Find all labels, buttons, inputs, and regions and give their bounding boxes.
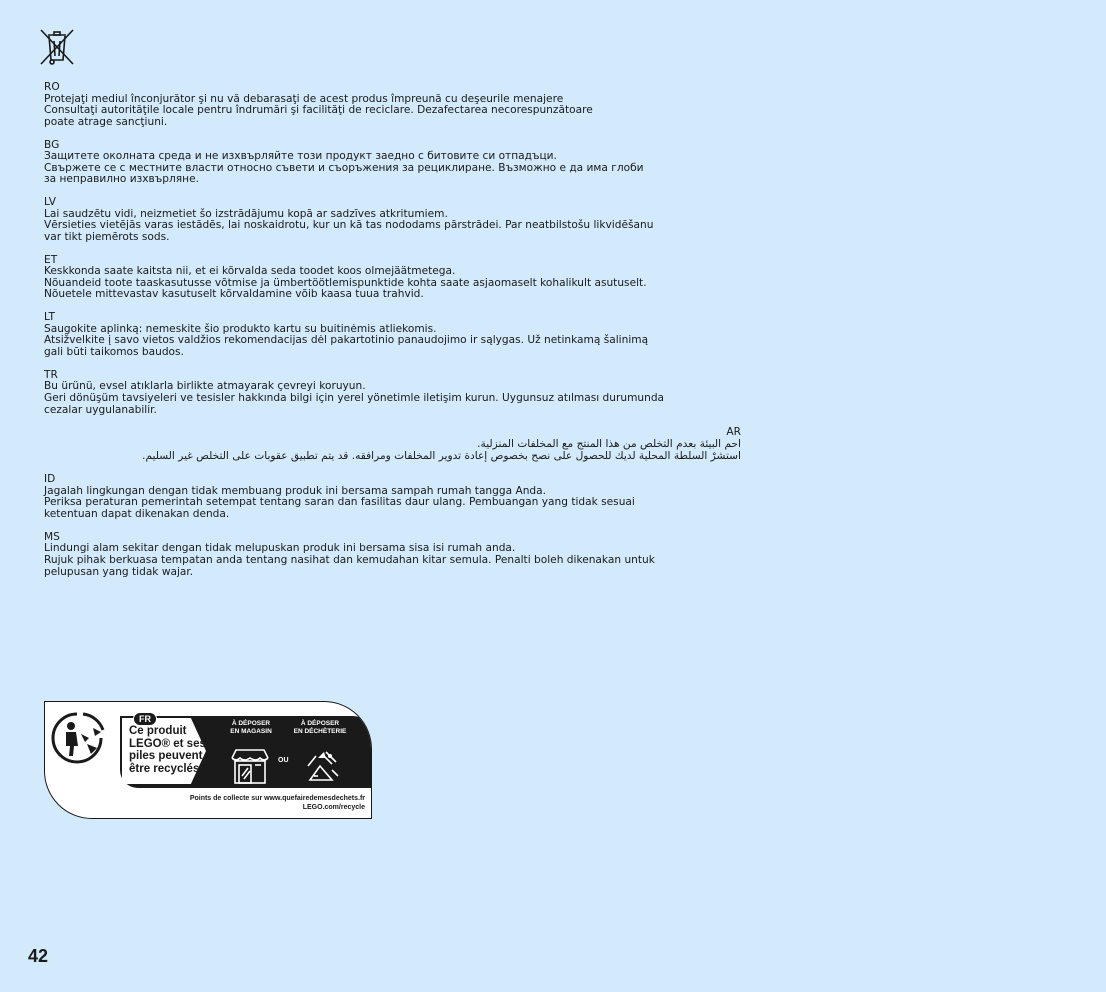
instruction-line: استشرْ السلطة المحلية لديك للحصول على نصح بخصوص إعادة تدوير المخلفات ومرافقه. قد يتم تطبيق عقوبات على التخلص غير السليم. (142, 449, 741, 462)
language-block-id (44, 474, 744, 520)
collection-points-link: Points de collecte sur www.quefairedemesdechets.fr (189, 795, 365, 802)
country-badge: FR (133, 712, 157, 726)
instruction-line: Rujuk pihak berkuasa tempatan anda tentang nasihat dan kemudahan kitar semula. Penalti boleh dikenakan untuk (44, 553, 655, 566)
instruction-line: gali būti taikomos baudos. (44, 346, 184, 359)
instruction-line: Lai saudzētu vidi, neizmetiet šo izstrādājumu kopā ar sadzīves atkritumiem. (44, 207, 448, 220)
label-line: À DÉPOSER (300, 720, 340, 727)
instruction-line: Защитете околната среда и не изхвърляйте този продукт заедно с битовите си отпадъци. (44, 150, 557, 163)
language-block-lv (44, 197, 744, 243)
shop-drop-off-label (216, 720, 286, 736)
instruction-line: Свържете се с местните власти относно съвети и съоръжения за рециклиране. Възможно е да има глоби (44, 161, 644, 174)
lego-recycle-link: LEGO.com/recycle (302, 804, 365, 811)
language-block-lt (44, 312, 744, 358)
page-number: 42 (28, 946, 49, 966)
instruction-line: Periksa peraturan pemerintah setempat tentang saran dan fasilitas daur ulang. Pembuangan yang tidak sesuai (44, 496, 635, 509)
product-recyclable-text (129, 725, 206, 775)
instruction-line: pelupusan yang tidak wajar. (44, 565, 194, 578)
instruction-line: Consultaţi autorităţile locale pentru îndrumări şi facilităţi de reciclare. Dezafectarea necorespunzătoare (44, 104, 593, 117)
language-code: LV (44, 196, 56, 209)
waste-disposal-site-icon (302, 746, 342, 786)
instruction-line: var tikt piemērots sods. (44, 230, 170, 243)
instruction-line: за неправилно изхвърляне. (44, 173, 199, 186)
instruction-line: Nõuandeid toote taaskasutusse võtmise ja ümbertöötlemispunktide kohta saate asjaomaselt kohalikult asutuselt. (44, 276, 647, 289)
language-code: RO (44, 81, 60, 93)
product-text-line: piles peuvent (129, 750, 203, 763)
language-block-bg (44, 140, 744, 186)
disposal-instructions (44, 82, 744, 589)
instruction-line: Saugokite aplinką: nemeskite šio produkto kartu su buitinėmis atliekomis. (44, 322, 437, 335)
language-code: ET (44, 253, 58, 266)
language-code: BG (44, 138, 60, 151)
language-block-ar (44, 427, 741, 462)
product-text-line: Ce produit (129, 725, 187, 737)
product-text-line: être recyclés (129, 762, 200, 775)
instruction-line: Lindungi alam sekitar dengan tidak melupuskan produk ini bersama sisa isi rumah anda. (44, 542, 516, 555)
crossed-out-wheelie-bin-icon (38, 27, 76, 67)
instruction-line: Nõuetele mittevastav kasutuselt kõrvaldamine võib kaasa tuua trahvid. (44, 288, 424, 301)
language-code: MS (44, 530, 60, 543)
language-block-et (44, 255, 744, 301)
label-line: À DÉPOSER (231, 720, 271, 727)
shop-drop-off-icon (228, 746, 272, 786)
language-block-ms (44, 532, 744, 578)
label-line: EN DÉCHÈTERIE (293, 728, 347, 735)
instruction-line: cezalar uygulanabilir. (44, 403, 157, 416)
language-code: LT (44, 311, 55, 324)
label-line: EN MAGASIN (230, 728, 272, 735)
instruction-line: Atsižvelkite į savo vietos valdžios rekomendacijas dėl pakartotinio panaudojimo ir sąlygas. Už netinkamą šalinimą (44, 334, 649, 347)
language-code: ID (44, 473, 56, 486)
instruction-line: Vērsieties vietējās varas iestādēs, lai noskaidrotu, kur un kā tas nododams pārstrādei. Par neatbilstošu likvidēšanu (44, 219, 654, 232)
instruction-line: Geri dönüşüm tavsiyeleri ve tesisler hakkında bilgi için yerel yönetimle iletişim kurun. Uygunsuz atılması durumunda (44, 392, 665, 404)
language-code: AR (726, 426, 741, 439)
instruction-line: احم البيئة بعدم التخلص من هذا المنتج مع المخلفات المنزلية. (477, 437, 741, 450)
language-block-ro (44, 82, 744, 128)
language-block-tr (44, 370, 744, 416)
language-code: TR (44, 368, 58, 381)
instruction-line: Protejaţi mediul înconjurător şi nu vă debarasaţi de acest produs împreună cu deşeurile menajere (44, 92, 564, 105)
instruction-line: Keskkonda saate kaitsta nii, et ei kõrvalda seda toodet koos olmejäätmetega. (44, 265, 456, 278)
waste-site-label (285, 720, 355, 736)
instruction-line: Jagalah lingkungan dengan tidak membuang produk ini bersama sampah rumah tangga Anda. (44, 484, 547, 497)
triman-recycling-icon (49, 708, 109, 768)
instruction-line: ketentuan dapat dikenakan denda. (44, 507, 230, 520)
instruction-line: Bu ürünü, evsel atıklarla birlikte atmayarak çevreyi koruyun. (44, 380, 366, 393)
or-separator: OU (278, 757, 289, 764)
instruction-line: poate atrage sancţiuni. (44, 115, 168, 128)
recycling-info-box (44, 701, 372, 819)
product-text-line: LEGO® et ses (129, 737, 206, 750)
